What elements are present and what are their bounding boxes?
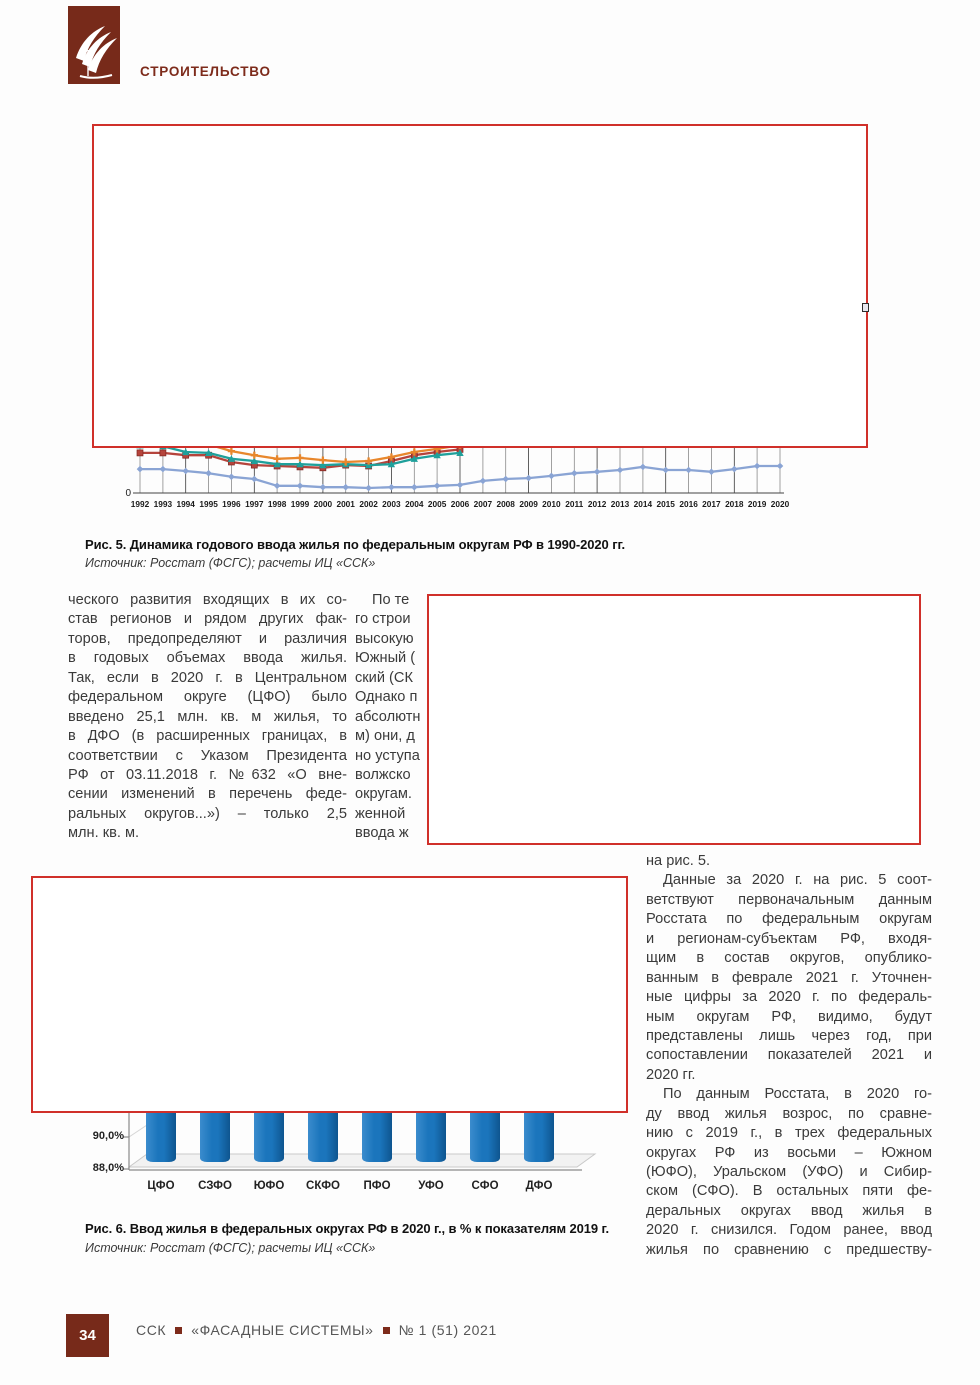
legend-fragment-glyph	[862, 303, 869, 312]
text-line: ввода ж	[355, 825, 409, 842]
fig6-ytick-90: 90,0%	[92, 1130, 124, 1142]
text-line: ду ввод жилья возрос, по сравне-	[646, 1105, 932, 1122]
svg-text:1993: 1993	[153, 499, 173, 509]
redaction-box-top	[92, 124, 868, 448]
footer-item: № 1 (51) 2021	[398, 1322, 497, 1338]
svg-text:1999: 1999	[290, 499, 310, 509]
text-line: на рис. 5.	[646, 853, 711, 869]
svg-text:1992: 1992	[130, 499, 150, 509]
footer-item: «ФАСАДНЫЕ СИСТЕМЫ»	[191, 1322, 374, 1338]
text-line: м) они, д	[355, 728, 415, 745]
svg-text:2007: 2007	[473, 499, 493, 509]
svg-text:2016: 2016	[679, 499, 698, 509]
text-line: По те	[372, 592, 410, 608]
svg-text:2002: 2002	[359, 499, 378, 509]
text-line: го строи	[355, 611, 411, 628]
text-line: в ДФО (в расширенных границах, в	[68, 728, 347, 745]
redaction-box-middle	[427, 594, 921, 845]
text-line: введено 25,1 млн. кв. м жилья, то	[68, 708, 347, 725]
fig6-category-label: ЦФО	[147, 1180, 175, 1192]
text-line: Однако п	[355, 689, 418, 706]
svg-text:2020: 2020	[770, 499, 790, 509]
text-line: ческого развития входящих в их со-	[68, 592, 347, 608]
svg-text:0: 0	[125, 488, 131, 499]
svg-text:1995: 1995	[199, 499, 218, 509]
footer-separator-square	[175, 1327, 182, 1334]
svg-text:1994: 1994	[176, 499, 195, 509]
text-line: ветствуют первоначальным данным	[646, 891, 932, 908]
text-line: в годовых объемах ввода жилья.	[68, 650, 347, 667]
text-line: жилья по сравнению с предшеству-	[646, 1241, 932, 1258]
svg-text:2018: 2018	[725, 499, 744, 509]
svg-text:2008: 2008	[496, 499, 515, 509]
text-column-1	[68, 591, 347, 844]
footer-separator-square	[383, 1327, 390, 1334]
text-line: млн. кв. м.	[68, 825, 140, 842]
text-line: нию с 2019 г., в трех федеральных	[646, 1125, 932, 1142]
svg-text:2015: 2015	[656, 499, 675, 509]
fig6-category-label: УФО	[418, 1180, 444, 1192]
text-line: 2020 гг.	[646, 1066, 696, 1083]
text-line: 2020 г. снизился. Годом ранее, ввод	[646, 1222, 932, 1239]
fig5-caption: Рис. 5. Динамика годового ввода жилья по федеральным округам РФ в 1990-2020 гг.	[85, 537, 626, 552]
text-line: деральных округах ввод жилья в	[646, 1202, 932, 1219]
fig6-category-label: СКФО	[306, 1180, 340, 1192]
footer-item: ССК	[136, 1322, 167, 1338]
text-line: соответствии с Указом Президента	[68, 747, 347, 764]
svg-text:2003: 2003	[382, 499, 401, 509]
text-line: Росстата по федеральным округам	[646, 911, 932, 928]
text-line: ском (СФО). В остальных пяти фе-	[646, 1183, 932, 1200]
fig6-caption: Рис. 6. Ввод жилья в федеральных округах РФ в 2020 г., в % к показателям 2019 г.	[85, 1221, 610, 1236]
page-number-badge: 34	[66, 1314, 109, 1357]
text-line: округам.	[355, 786, 412, 803]
text-line: Южный (	[355, 650, 416, 667]
text-line: ванным в феврале 2021 г. Уточнен-	[646, 969, 932, 986]
text-line: торов, предопределяют и различия	[68, 630, 347, 647]
text-line: округах РФ из восьми – Южном	[646, 1144, 932, 1161]
svg-text:2006: 2006	[450, 499, 470, 509]
text-line: (ЮФО), Уральском (УФО) и Сибир-	[646, 1164, 932, 1180]
text-line: сопоставлении показателей 2021 и	[646, 1047, 932, 1064]
text-line: По данным Росстата, в 2020 го-	[663, 1086, 932, 1103]
logo-quills-icon	[68, 6, 120, 84]
text-line: ные цифры за 2020 г. по федераль-	[646, 989, 932, 1006]
text-line: женной	[355, 805, 406, 822]
svg-text:1996: 1996	[222, 499, 241, 509]
text-line: и регионам-субъектам РФ, входя-	[646, 930, 932, 947]
fig5-source: Источник: Росстат (ФСГС); расчеты ИЦ «ССК»	[85, 556, 376, 570]
text-column-3	[646, 852, 932, 1260]
text-line: щим в состав округов, опублико-	[646, 950, 932, 967]
text-line: представлены лишь через год, при	[646, 1027, 932, 1044]
svg-text:2012: 2012	[587, 499, 607, 509]
text-line: абсолютн	[355, 708, 421, 725]
svg-text:1998: 1998	[267, 499, 287, 509]
fig6-category-label: СФО	[471, 1180, 499, 1192]
svg-text:2019: 2019	[747, 499, 767, 509]
publisher-logo	[68, 6, 120, 84]
text-line: ский (СК	[355, 669, 413, 686]
svg-text:2013: 2013	[610, 499, 630, 509]
svg-text:2010: 2010	[542, 499, 561, 509]
text-line: высокую	[355, 630, 414, 647]
svg-text:2001: 2001	[336, 499, 355, 509]
text-line: Так, если в 2020 г. в Центральном	[68, 669, 347, 686]
svg-text:2017: 2017	[702, 499, 721, 509]
fig6-category-label: СЗФО	[198, 1180, 232, 1192]
svg-text:2011: 2011	[565, 499, 584, 509]
svg-text:2014: 2014	[633, 499, 653, 509]
fig6-category-label: ЮФО	[253, 1180, 285, 1192]
svg-text:2000: 2000	[313, 499, 333, 509]
section-label: СТРОИТЕЛЬСТВО	[140, 64, 271, 79]
text-line: сении изменений в перечень феде-	[68, 786, 347, 803]
fig6-category-label: ПФО	[363, 1180, 391, 1192]
svg-text:1997: 1997	[245, 499, 264, 509]
svg-text:2009: 2009	[519, 499, 538, 509]
redaction-box-bottom	[31, 876, 628, 1113]
text-line: федеральном округе (ЦФО) было	[68, 689, 347, 706]
fig6-source: Источник: Росстат (ФСГС); расчеты ИЦ «ССК»	[85, 1241, 376, 1255]
text-line: волжско	[355, 766, 411, 783]
footer-journal-line	[136, 1322, 497, 1338]
svg-text:2005: 2005	[427, 499, 447, 509]
text-line: РФ от 03.11.2018 г. №632 «О вне-	[68, 766, 347, 783]
svg-text:2004: 2004	[405, 499, 424, 509]
text-line: став регионов и рядом других фак-	[68, 611, 347, 628]
text-line: но уступа	[355, 747, 420, 764]
text-line: Данные за 2020 г. на рис. 5 соот-	[663, 872, 932, 889]
fig6-category-label: ДФО	[525, 1180, 553, 1192]
text-line: ным округам РФ, видимо, будут	[646, 1008, 932, 1025]
fig6-ytick-88: 88,0%	[92, 1162, 124, 1174]
text-line: ральных округов...») – только 2,5	[68, 805, 347, 822]
